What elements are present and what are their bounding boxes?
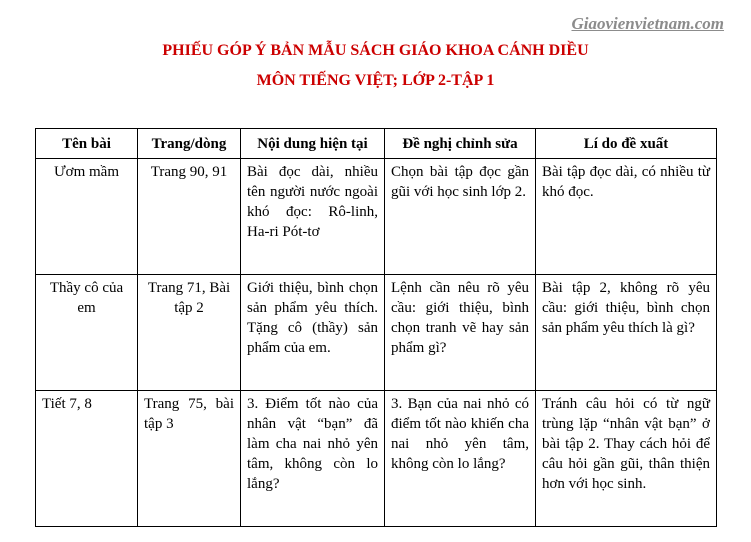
cell-ten-bai: Tiết 7, 8 (36, 391, 138, 527)
feedback-table (35, 128, 717, 527)
table-header-row (36, 129, 717, 159)
table-row (36, 275, 717, 391)
header-noi-dung: Nội dung hiện tại (241, 129, 385, 159)
cell-li-do: Bài tập đọc dài, có nhiều từ khó đọc. (536, 159, 717, 275)
header-li-do: Lí do đề xuất (536, 129, 717, 159)
header-de-nghi: Đề nghị chỉnh sửa (385, 129, 536, 159)
form-subtitle: MÔN TIẾNG VIỆT; LỚP 2-TẬP 1 (256, 72, 495, 89)
cell-de-nghi: 3. Bạn của nai nhỏ có điểm tốt nào khiến cha nai nhỏ yên tâm, không còn lo lắng? (385, 391, 536, 527)
cell-de-nghi: Lệnh cần nêu rõ yêu cầu: giới thiệu, bình chọn tranh vẽ hay sản phẩm gì? (385, 275, 536, 391)
form-title: PHIẾU GÓP Ý BẢN MẪU SÁCH GIÁO KHOA CÁNH DIỀU (162, 42, 589, 59)
cell-trang: Trang 71, Bài tập 2 (138, 275, 241, 391)
header-ten-bai: Tên bài (36, 129, 138, 159)
cell-li-do: Bài tập 2, không rõ yêu cầu: giới thiệu, bình chọn sản phẩm yêu thích là gì? (536, 275, 717, 391)
cell-de-nghi: Chọn bài tập đọc gần gũi với học sinh lớp 2. (385, 159, 536, 275)
table-row (36, 391, 717, 527)
cell-trang: Trang 90, 91 (138, 159, 241, 275)
cell-trang: Trang 75, bài tập 3 (138, 391, 241, 527)
table-row (36, 159, 717, 275)
cell-noi-dung: Giới thiệu, bình chọn sản phẩm yêu thích. Tặng cô (thầy) sản phẩm của em. (241, 275, 385, 391)
cell-li-do: Tránh câu hỏi có từ ngữ trùng lặp “nhân vật bạn” ở bài tập 2. Thay cách hỏi để câu hỏi gần gũi, thân thiện hơn với học sinh. (536, 391, 717, 527)
cell-noi-dung: 3. Điểm tốt nào của nhân vật “bạn” đã làm cha nai nhỏ yên tâm, không còn lo lắng? (241, 391, 385, 527)
watermark: Giaovienvietnam.com (571, 14, 724, 33)
cell-ten-bai: Ươm mầm (36, 159, 138, 275)
header-trang-dong: Trang/dòng (138, 129, 241, 159)
cell-noi-dung: Bài đọc dài, nhiều tên người nước ngoài khó đọc: Rô-linh, Ha-ri Pót-tơ (241, 159, 385, 275)
cell-ten-bai: Thầy cô của em (36, 275, 138, 391)
